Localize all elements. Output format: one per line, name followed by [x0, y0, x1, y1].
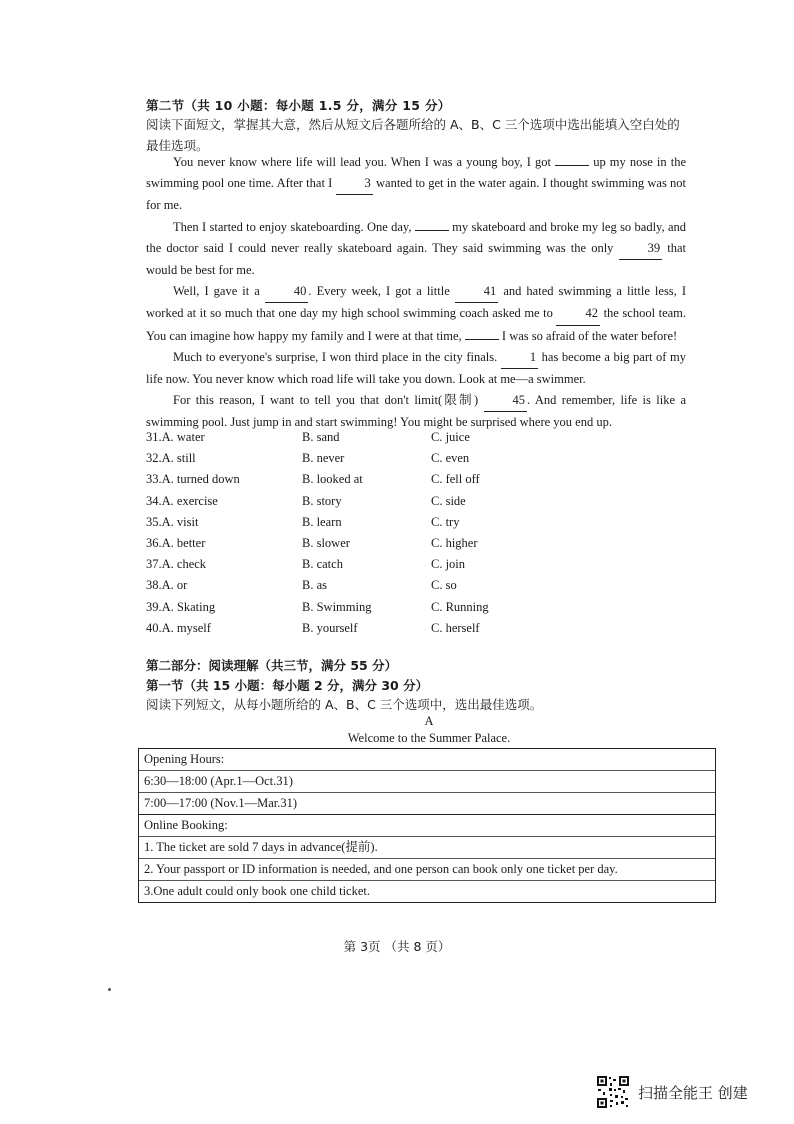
blank-33 — [415, 230, 449, 231]
section-2-instruction: 阅读下面短文，掌握其大意，然后从短文后各题所给的 A、B、C 三个选项中选出能填入空白处的最佳选项。 — [146, 117, 680, 153]
part-2-instruction: 阅读下列短文，从每小题所给的 A、B、C 三个选项中，选出最佳选项。 — [146, 697, 543, 712]
blank-31 — [555, 165, 589, 166]
option-row — [146, 512, 546, 533]
passage-text: up my nose in the swimming pool one time. After that I — [146, 155, 686, 191]
page-number: 第 3页 （共 8 页） — [343, 939, 451, 954]
passage-text: the school team. You can imagine how happy my family and I were at that time, — [146, 306, 687, 343]
booking-rule-2: 2. Your passport or ID information is needed, and one person can book only one ticket per day. — [139, 859, 715, 881]
cloze-passage — [146, 152, 686, 434]
blank-34: 39 — [619, 238, 663, 260]
part-2-title: 第二部分：阅读理解（共三节，满分 55 分） — [146, 658, 398, 673]
blank-39: 1 — [501, 347, 538, 369]
passage-text: I was so afraid of the water before! — [501, 328, 678, 343]
option-row — [146, 597, 546, 618]
passage-text: has become a big part of my life now. You never know which road life will take you down. Look at me—a swimmer. — [146, 349, 687, 387]
blank-40: 45 — [484, 390, 528, 412]
opening-hours-title: Opening Hours: — [139, 749, 715, 771]
option-b: B. learn — [302, 514, 342, 529]
option-a: 31.A. water — [146, 430, 205, 444]
option-a: 36.A. better — [146, 535, 206, 550]
section-2-title: 第二节（共 10 小题：每小题 1.5 分，满分 15 分） — [146, 98, 451, 113]
option-b: B. as — [302, 578, 327, 593]
option-b: B. story — [302, 493, 342, 508]
option-a: 39.A. Skating — [146, 599, 216, 614]
option-row — [146, 448, 546, 469]
option-c: C. so — [431, 578, 457, 593]
passage-text: You never know where life will lead you. When I was a young boy, I got — [173, 155, 551, 169]
passage-paragraph-4 — [146, 347, 686, 390]
booking-rule-3: 3.One adult could only book one child ticket. — [144, 884, 370, 898]
option-row — [146, 533, 546, 554]
blank-36: 41 — [455, 281, 499, 303]
option-a: 32.A. still — [146, 451, 196, 466]
option-a: 35.A. visit — [146, 514, 199, 529]
booking-rule-1: 1. The ticket are sold 7 days in advance(提前). — [139, 837, 715, 859]
option-c: C. try — [431, 514, 460, 529]
option-row — [146, 575, 546, 596]
option-b: B. slower — [302, 535, 350, 550]
option-a: 34.A. exercise — [146, 493, 218, 508]
option-c: C. fell off — [431, 472, 480, 487]
option-b: B. never — [302, 451, 345, 466]
scan-speck — [108, 988, 111, 991]
option-row — [146, 469, 546, 490]
option-row — [146, 491, 546, 512]
option-row — [146, 554, 546, 575]
qr-code-icon — [596, 1075, 630, 1109]
blank-37: 42 — [556, 303, 600, 325]
passage-heading: Welcome to the Summer Palace. — [347, 731, 511, 745]
option-b: B. looked at — [302, 472, 363, 487]
option-c: C. herself — [431, 620, 480, 635]
option-c: C. higher — [431, 535, 478, 550]
option-b: B. yourself — [302, 620, 358, 635]
option-c: C. even — [431, 451, 470, 466]
answer-options — [146, 427, 546, 639]
option-row — [146, 618, 546, 639]
passage-text: For this reason, I want to tell you that don't limit(限制) — [173, 393, 479, 408]
passage-text: wanted to get in the water again. I thought swimming was not for me. — [146, 176, 686, 213]
option-a: 37.A. check — [146, 557, 207, 572]
opening-hours-summer: 6:30—18:00 (Apr.1—Oct.31) — [139, 771, 715, 793]
blank-32: 3 — [336, 173, 373, 195]
scanner-watermark — [596, 1074, 748, 1110]
passage-text: . And remember, life is like a swimming pool. Just jump in and start swimming! You might be surprised where you end up. — [146, 393, 686, 430]
passage-text: that would be best for me. — [146, 240, 687, 278]
passage-paragraph-1 — [146, 152, 686, 217]
passage-text: . Every week, I got a little — [308, 284, 450, 299]
online-booking-title: Online Booking: — [139, 815, 715, 837]
option-a: 33.A. turned down — [146, 472, 240, 487]
option-a: 38.A. or — [146, 578, 188, 593]
opening-hours-winter: 7:00—17:00 (Nov.1—Mar.31) — [144, 796, 297, 810]
option-c: C. join — [431, 557, 466, 572]
option-row — [146, 427, 546, 448]
option-c: C. side — [431, 493, 466, 508]
option-c: C. Running — [431, 599, 489, 614]
option-b: B. catch — [302, 557, 343, 572]
passage-paragraph-3 — [146, 281, 686, 347]
passage-text: and hated swimming a little less, I worked at it so much that one day my high school swimming coach asked me to — [146, 284, 687, 321]
opening-hours-section — [139, 749, 715, 815]
blank-38 — [465, 339, 499, 340]
option-c: C. juice — [431, 430, 470, 444]
passage-paragraph-2 — [146, 217, 686, 282]
passage-text: Well, I gave it a — [173, 284, 260, 299]
part-2-section-1-title: 第一节（共 15 小题：每小题 2 分，满分 30 分） — [146, 678, 429, 693]
blank-35: 40 — [265, 281, 309, 303]
passage-letter: A — [424, 714, 434, 728]
option-a: 40.A. myself — [146, 620, 211, 635]
option-b: B. sand — [302, 430, 340, 444]
info-table — [138, 748, 716, 903]
option-b: B. Swimming — [302, 599, 372, 614]
scanner-label: 扫描全能王 创建 — [638, 1083, 748, 1102]
passage-text: my skateboard and broke my leg so badly, and the doctor said I could never really skateboard again. They said swimming was the only — [146, 219, 686, 255]
passage-text: Much to everyone's surprise, I won third place in the city finals. — [173, 349, 498, 364]
online-booking-section — [139, 815, 715, 902]
passage-text: Then I started to enjoy skateboarding. One day, — [173, 219, 412, 234]
